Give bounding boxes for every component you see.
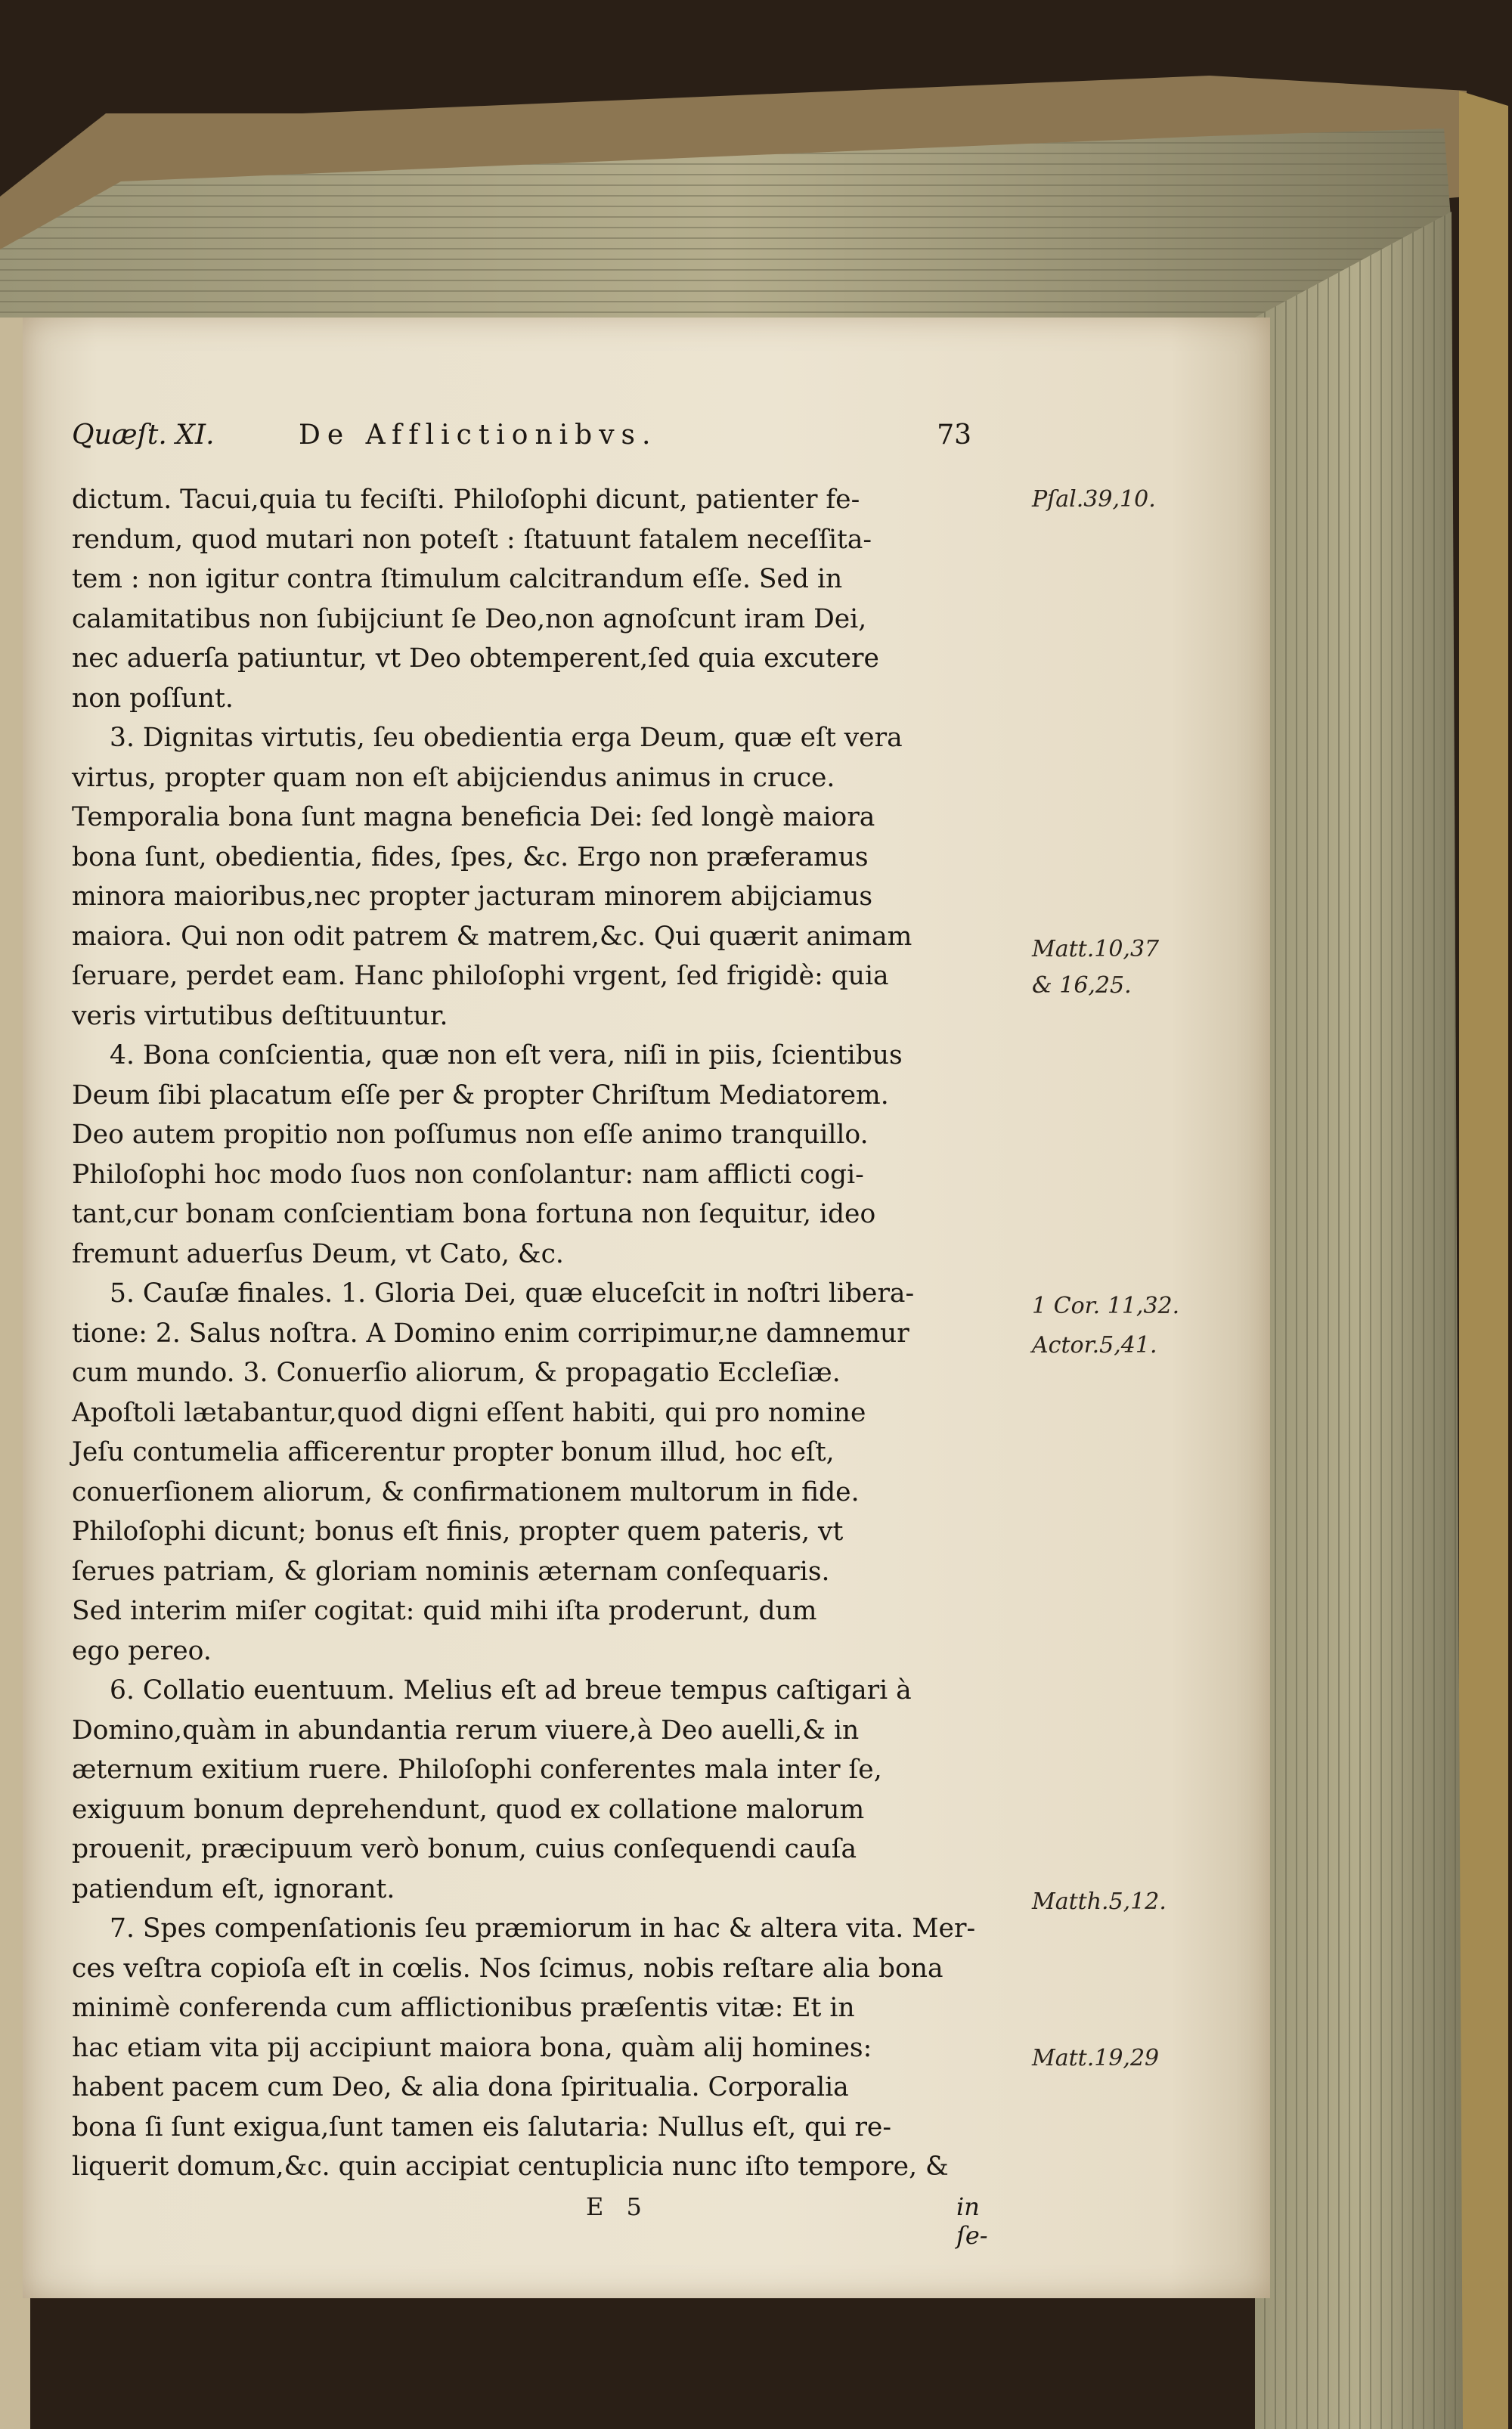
text-line: nec aduerſa patiuntur, vt Deo obtemperent,ſed quia excutere <box>72 643 879 674</box>
catchword: in ſe- <box>956 2192 988 2250</box>
page-number: 73 <box>937 420 971 451</box>
text-line: Deum ſibi placatum eſſe per & propter Chriſtum Mediatorem. <box>72 1080 889 1111</box>
text-line: virtus, propter quam non eſt abijciendus animus in cruce. <box>72 762 835 793</box>
text-line: hac etiam vita pij accipiunt maiora bona, quàm alij homines: <box>72 2032 872 2063</box>
text-line: Apoſtoli lætabantur,quod digni eſſent habiti, qui pro nomine <box>72 1397 866 1428</box>
text-line: ego pereo. <box>72 1635 212 1666</box>
marginal-note: & 16,25. <box>1032 972 1132 999</box>
marginal-note: Matt.10,37 <box>1032 936 1160 962</box>
cover-spine <box>1459 91 1508 2429</box>
text-line: Deo autem propitio non poſſumus non eſſe animo tranquillo. <box>72 1120 869 1150</box>
text-line: prouenit, præcipuum verò bonum, cuius conſequendi cauſa <box>72 1834 857 1864</box>
text-line: Jeſu contumelia afficerentur propter bonum illud, hoc eſt, <box>72 1437 835 1467</box>
text-line: 5. Cauſæ finales. 1. Gloria Dei, quæ eluceſcit in noſtri libera- <box>110 1278 915 1309</box>
page-text-block <box>72 420 1180 2250</box>
text-line: æternum exitium ruere. Philoſophi conferentes mala inter ſe, <box>72 1755 882 1785</box>
text-line: Sed interim miſer cogitat: quid mihi iſta proderunt, dum <box>72 1596 817 1626</box>
text-line: 3. Dignitas virtutis, ſeu obedientia erga Deum, quæ eſt vera <box>110 723 903 753</box>
text-line: 7. Spes compenſationis ſeu præmiorum in hac & altera vita. Mer- <box>110 1913 976 1944</box>
text-line: Temporalia bona ſunt magna beneficia Dei: ſed longè maiora <box>72 802 875 832</box>
text-line: rendum, quod mutari non poteſt : ſtatuunt fatalem neceſſita- <box>72 524 872 555</box>
signature-mark: E 5 <box>586 2192 649 2221</box>
text-line: bona ſi ſunt exigua,ſunt tamen eis ſalutaria: Nullus eſt, qui re- <box>72 2111 892 2142</box>
text-line: 6. Collatio euentuum. Melius eſt ad breue tempus caſtigari à <box>110 1675 912 1706</box>
text-line: 4. Bona conſcientia, quæ non eſt vera, niſi in piis, ſcientibus <box>110 1040 903 1070</box>
text-line: calamitatibus non ſubijciunt ſe Deo,non agnoſcunt iram Dei, <box>72 603 867 634</box>
marginal-note: Matth.5,12. <box>1032 1888 1167 1915</box>
text-line: bona ſunt, obedientia, fides, ſpes, &c. Ergo non præferamus <box>72 841 869 872</box>
text-line: exiguum bonum deprehendunt, quod ex collatione malorum <box>72 1794 865 1825</box>
body-text <box>72 480 976 2187</box>
text-line: maiora. Qui non odit patrem & matrem,&c. Qui quærit animam <box>72 921 912 952</box>
marginal-note: Pſal.39,10. <box>1032 486 1156 513</box>
running-title: De Afflictionibvs. <box>299 420 658 451</box>
question-label: Quæſt. XI. <box>72 420 215 451</box>
text-line: ſerues patriam, & gloriam nominis æternam conſequaris. <box>72 1556 830 1587</box>
text-line: habent pacem cum Deo, & alia dona ſpiritualia. Corporalia <box>72 2072 849 2102</box>
text-line: patiendum eſt, ignorant. <box>72 1873 395 1904</box>
text-line: cum mundo. 3. Conuerſio aliorum, & propagatio Eccleſiæ. <box>72 1358 841 1388</box>
marginal-note: Matt.19,29 <box>1032 2045 1160 2071</box>
text-line: Philoſophi hoc modo ſuos non conſolantur: nam afflicti cogi- <box>72 1159 864 1190</box>
text-line: minimè conferenda cum afflictionibus præſentis vitæ: Et in <box>72 1993 855 2023</box>
text-line: fremunt aduerſus Deum, vt Cato, &c. <box>72 1238 564 1269</box>
text-line: minora maioribus,nec propter jacturam minorem abijciamus <box>72 881 873 912</box>
text-line: Domino,quàm in abundantia rerum viuere,à Deo auelli,& in <box>72 1715 860 1746</box>
text-line: tem : non igitur contra ſtimulum calcitrandum eſſe. Sed in <box>72 564 843 594</box>
text-line: liquerit domum,&c. quin accipiat centuplicia nunc iſto tempore, & <box>72 2152 949 2182</box>
text-line: ſeruare, perdet eam. Hanc philoſophi vrgent, ſed frigidè: quia <box>72 961 889 991</box>
marginal-note: Actor.5,41. <box>1032 1332 1157 1359</box>
text-line: tant,cur bonam conſcientiam bona fortuna non ſequitur, ideo <box>72 1199 876 1229</box>
text-line: tione: 2. Salus noſtra. A Domino enim corripimur,ne damnemur <box>72 1318 909 1349</box>
text-line: dictum. Tacui,quia tu feciſti. Philoſophi dicunt, patienter fe- <box>72 485 860 515</box>
text-line: non poſſunt. <box>72 683 234 714</box>
text-line: conuerſionem aliorum, & confirmationem multorum in fide. <box>72 1476 860 1507</box>
text-line: ces veſtra copioſa eſt in cœlis. Nos ſcimus, nobis reſtare alia bona <box>72 1953 943 1984</box>
text-line: veris virtutibus deſtituuntur. <box>72 1000 448 1031</box>
marginal-note: 1 Cor. 11,32. <box>1032 1293 1180 1319</box>
page-header <box>72 420 971 480</box>
text-line: Philoſophi dicunt; bonus eſt finis, propter quem pateris, vt <box>72 1517 844 1547</box>
